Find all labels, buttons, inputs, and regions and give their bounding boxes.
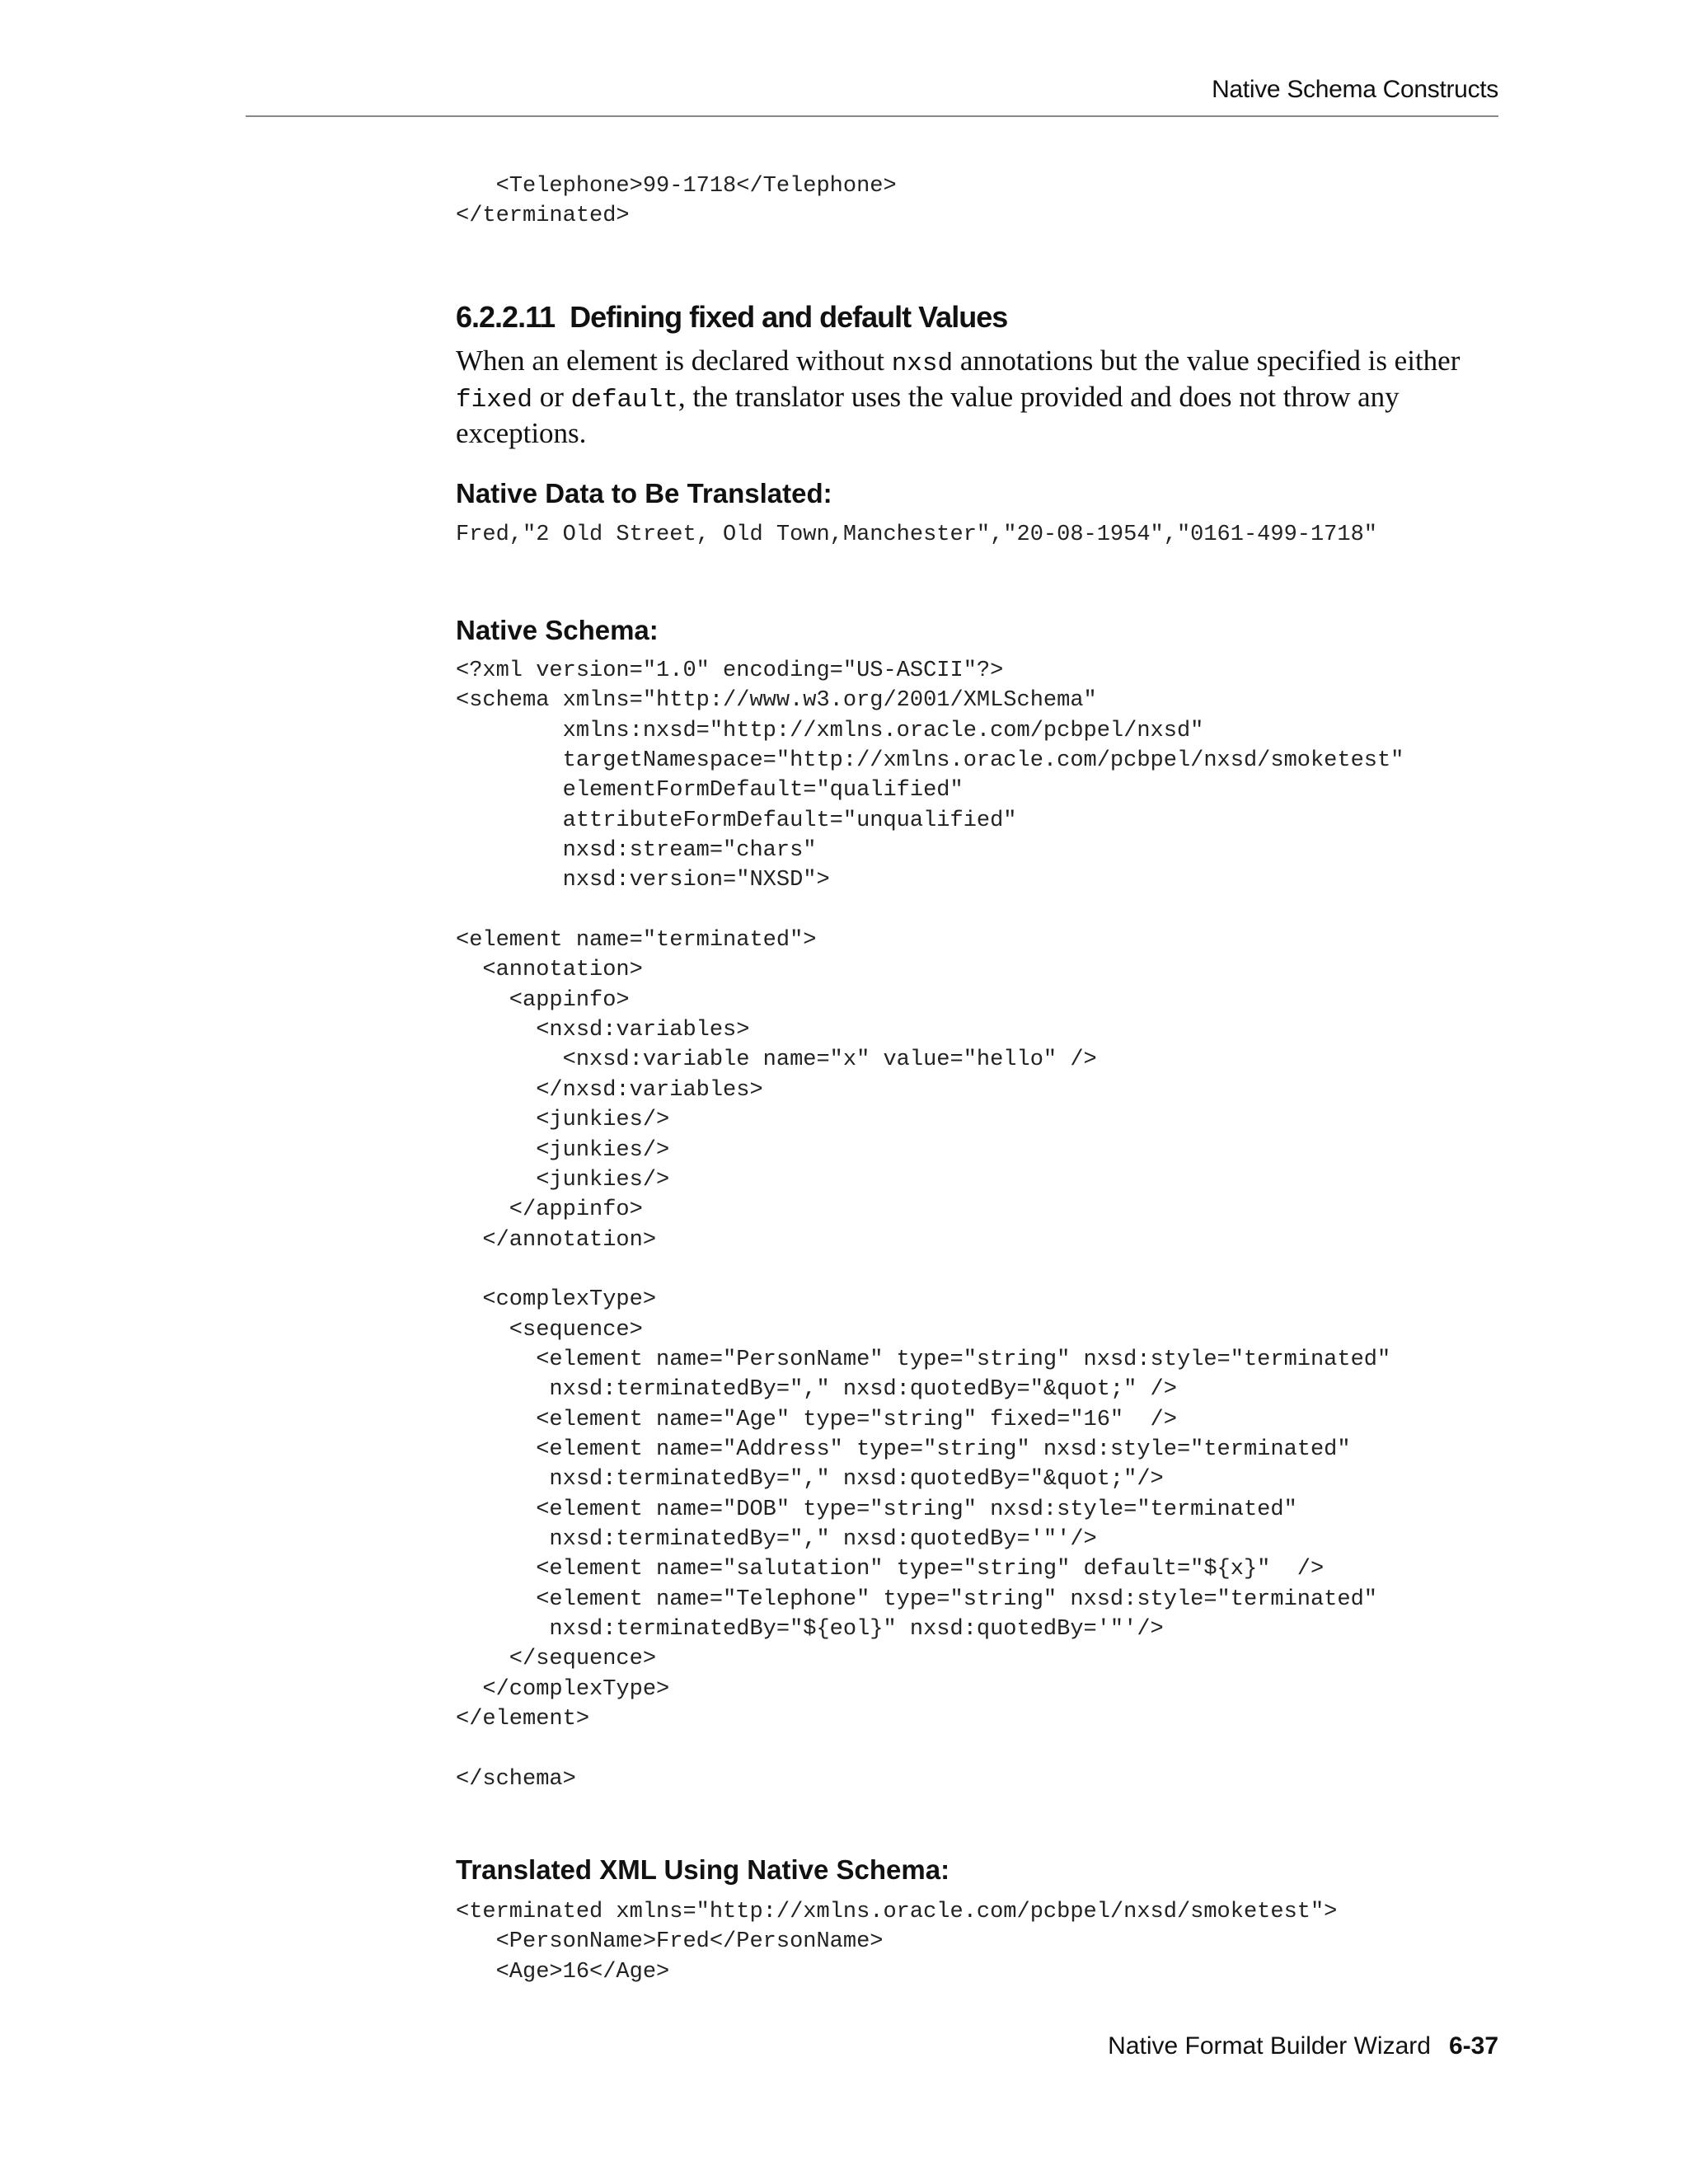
section-title: [456, 300, 1007, 335]
page-footer: [1108, 2032, 1498, 2060]
page-number: 6-37: [1448, 2032, 1498, 2060]
section-number: 6.2.2.11: [456, 300, 556, 334]
section-title-text: Defining fixed and default Values: [570, 300, 1008, 334]
para-text-1: When an element is declared without: [456, 344, 892, 377]
native-data-heading: Native Data to Be Translated:: [456, 478, 832, 509]
native-schema-heading: Native Schema:: [456, 615, 659, 645]
translated-xml-heading: Translated XML Using Native Schema:: [456, 1854, 950, 1885]
running-header: Native Schema Constructs: [1212, 76, 1498, 103]
native-schema-code: <?xml version="1.0" encoding="US-ASCII"?> <schema xmlns="http://www.w3.org/2001/XMLSchema" xmlns:nxsd="http://xmlns.oracle.com/pcbpel/nxsd" targetNamespace="http://xmlns.oracle.com/pcbpel/nxsd/smoketest" elementFormDefault="qualified" attributeFormDefault="unqualified" nxsd:stream="chars" nxsd:version="NXSD"> <element name="terminated"> <annotation> <appinfo> <nxsd:variables> <nxsd:variable name="x" value="hello" /> </nxsd:variables> <junkies/> <junkies/> <junkies/> </appinfo> </annotation> <complexType> <sequence> <element name="PersonName" type="string" nxsd:style="terminated" nxsd:terminatedBy="," nxsd:quotedBy="&quot;" /> <element name="Age" type="string" fixed="16" /> <element name="Address" type="string" nxsd:style="terminated" nxsd:terminatedBy="," nxsd:quotedBy="&quot;"/> <element name="DOB" type="string" nxsd:style="terminated" nxsd:terminatedBy="," nxsd:quotedBy='"'/> <element name="salutation" type="string" default="${x}" /> <element name="Telephone" type="string" nxsd:style="terminated" nxsd:terminatedBy="${eol}" nxsd:quotedBy='"'/> </sequence> </complexType> </element> </schema>: [456, 658, 1404, 1792]
translated-xml-code: <terminated xmlns="http://xmlns.oracle.com/pcbpel/nxsd/smoketest"> <PersonName>Fred</PersonName> <Age>16</Age>: [456, 1900, 1338, 1985]
footer-book-title: Native Format Builder Wizard: [1108, 2032, 1431, 2060]
native-data-code: Fred,"2 Old Street, Old Town,Manchester","20-08-1954","0161-499-1718": [456, 523, 1377, 547]
body-paragraph: [456, 344, 1507, 450]
code-block-continued: <Telephone>99-1718</Telephone> </terminated>: [456, 174, 897, 229]
para-text-4: , the translator uses the value provided and does not throw any exceptions.: [456, 381, 1400, 449]
para-text-3: or: [532, 381, 571, 413]
para-code-nxsd: nxsd: [891, 349, 954, 378]
para-code-default: default: [570, 386, 678, 415]
para-text-2: annotations but the value specified is either: [953, 344, 1461, 377]
para-code-fixed: fixed: [456, 386, 533, 415]
header-divider: [246, 115, 1498, 117]
